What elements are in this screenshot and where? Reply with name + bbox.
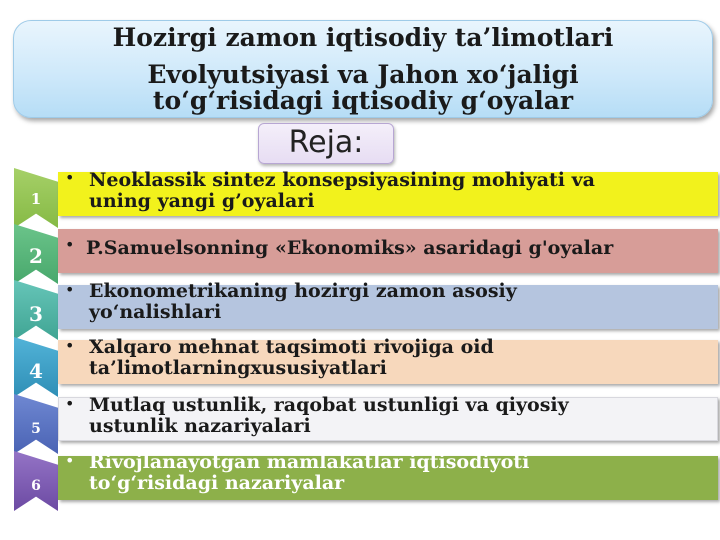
plan-item-2 — [0, 224, 720, 284]
item-text-line-1: Mutlaq ustunlik, raqobat ustunligi va qiyosiy — [89, 394, 569, 416]
item-text-line-1: P.Samuelsonning «Ekonomiks» asaridagi g'oyalar — [86, 237, 614, 259]
plan-item-5 — [0, 394, 720, 454]
title-line-1: Hozirgi zamon iqtisodiy ta’limotlari — [112, 23, 614, 52]
plan-item-3 — [0, 280, 720, 340]
item-text — [89, 337, 709, 379]
item-number: 3 — [29, 302, 43, 326]
title-banner — [13, 20, 713, 118]
item-text-line-1: Rivojlanayotgan mamlakatlar iqtisodiyoti — [89, 451, 530, 473]
item-text-line-2: to‘g‘risidagi nazariyalar — [89, 472, 345, 494]
item-text-line-1: Ekonometrikaning hozirgi zamon asosiy — [89, 280, 517, 302]
bullet-icon: • — [65, 280, 75, 299]
item-text — [89, 452, 709, 494]
plan-item-6 — [0, 451, 720, 511]
plan-label: Reja: — [258, 123, 394, 164]
item-text-line-2: ustunlik nazariyalari — [89, 415, 311, 437]
bullet-icon: • — [65, 168, 75, 187]
item-number: 6 — [31, 478, 41, 494]
bullet-icon: • — [65, 394, 75, 413]
bullet-icon: • — [65, 451, 75, 470]
item-number: 5 — [31, 421, 41, 437]
bullet-icon: • — [65, 336, 75, 355]
item-number: 1 — [30, 190, 42, 208]
item-text — [89, 395, 709, 437]
item-text-line-2: ta’limotlarningxususiyatlari — [89, 357, 387, 379]
item-text — [89, 170, 709, 212]
item-text — [89, 281, 709, 323]
item-number: 2 — [29, 244, 43, 268]
item-text — [86, 238, 706, 259]
title-line-2: Evolyutsiyasi va Jahon xo‘jaligi — [147, 60, 579, 89]
item-text-line-1: Neoklassik sintez konsepsiyasining mohiyati va — [89, 169, 595, 191]
item-text-line-1: Xalqaro mehnat taqsimoti rivojiga oid — [89, 336, 494, 358]
item-text-line-2: uning yangi g’oyalari — [89, 190, 315, 212]
plan-item-4 — [0, 337, 720, 397]
title-line-3: to‘g‘risidagi iqtisodiy g‘oyalar — [152, 86, 574, 115]
item-number: 4 — [29, 359, 43, 383]
plan-item-1 — [0, 168, 720, 228]
item-text-line-2: yo‘nalishlari — [89, 301, 222, 323]
bullet-icon: • — [65, 235, 75, 254]
